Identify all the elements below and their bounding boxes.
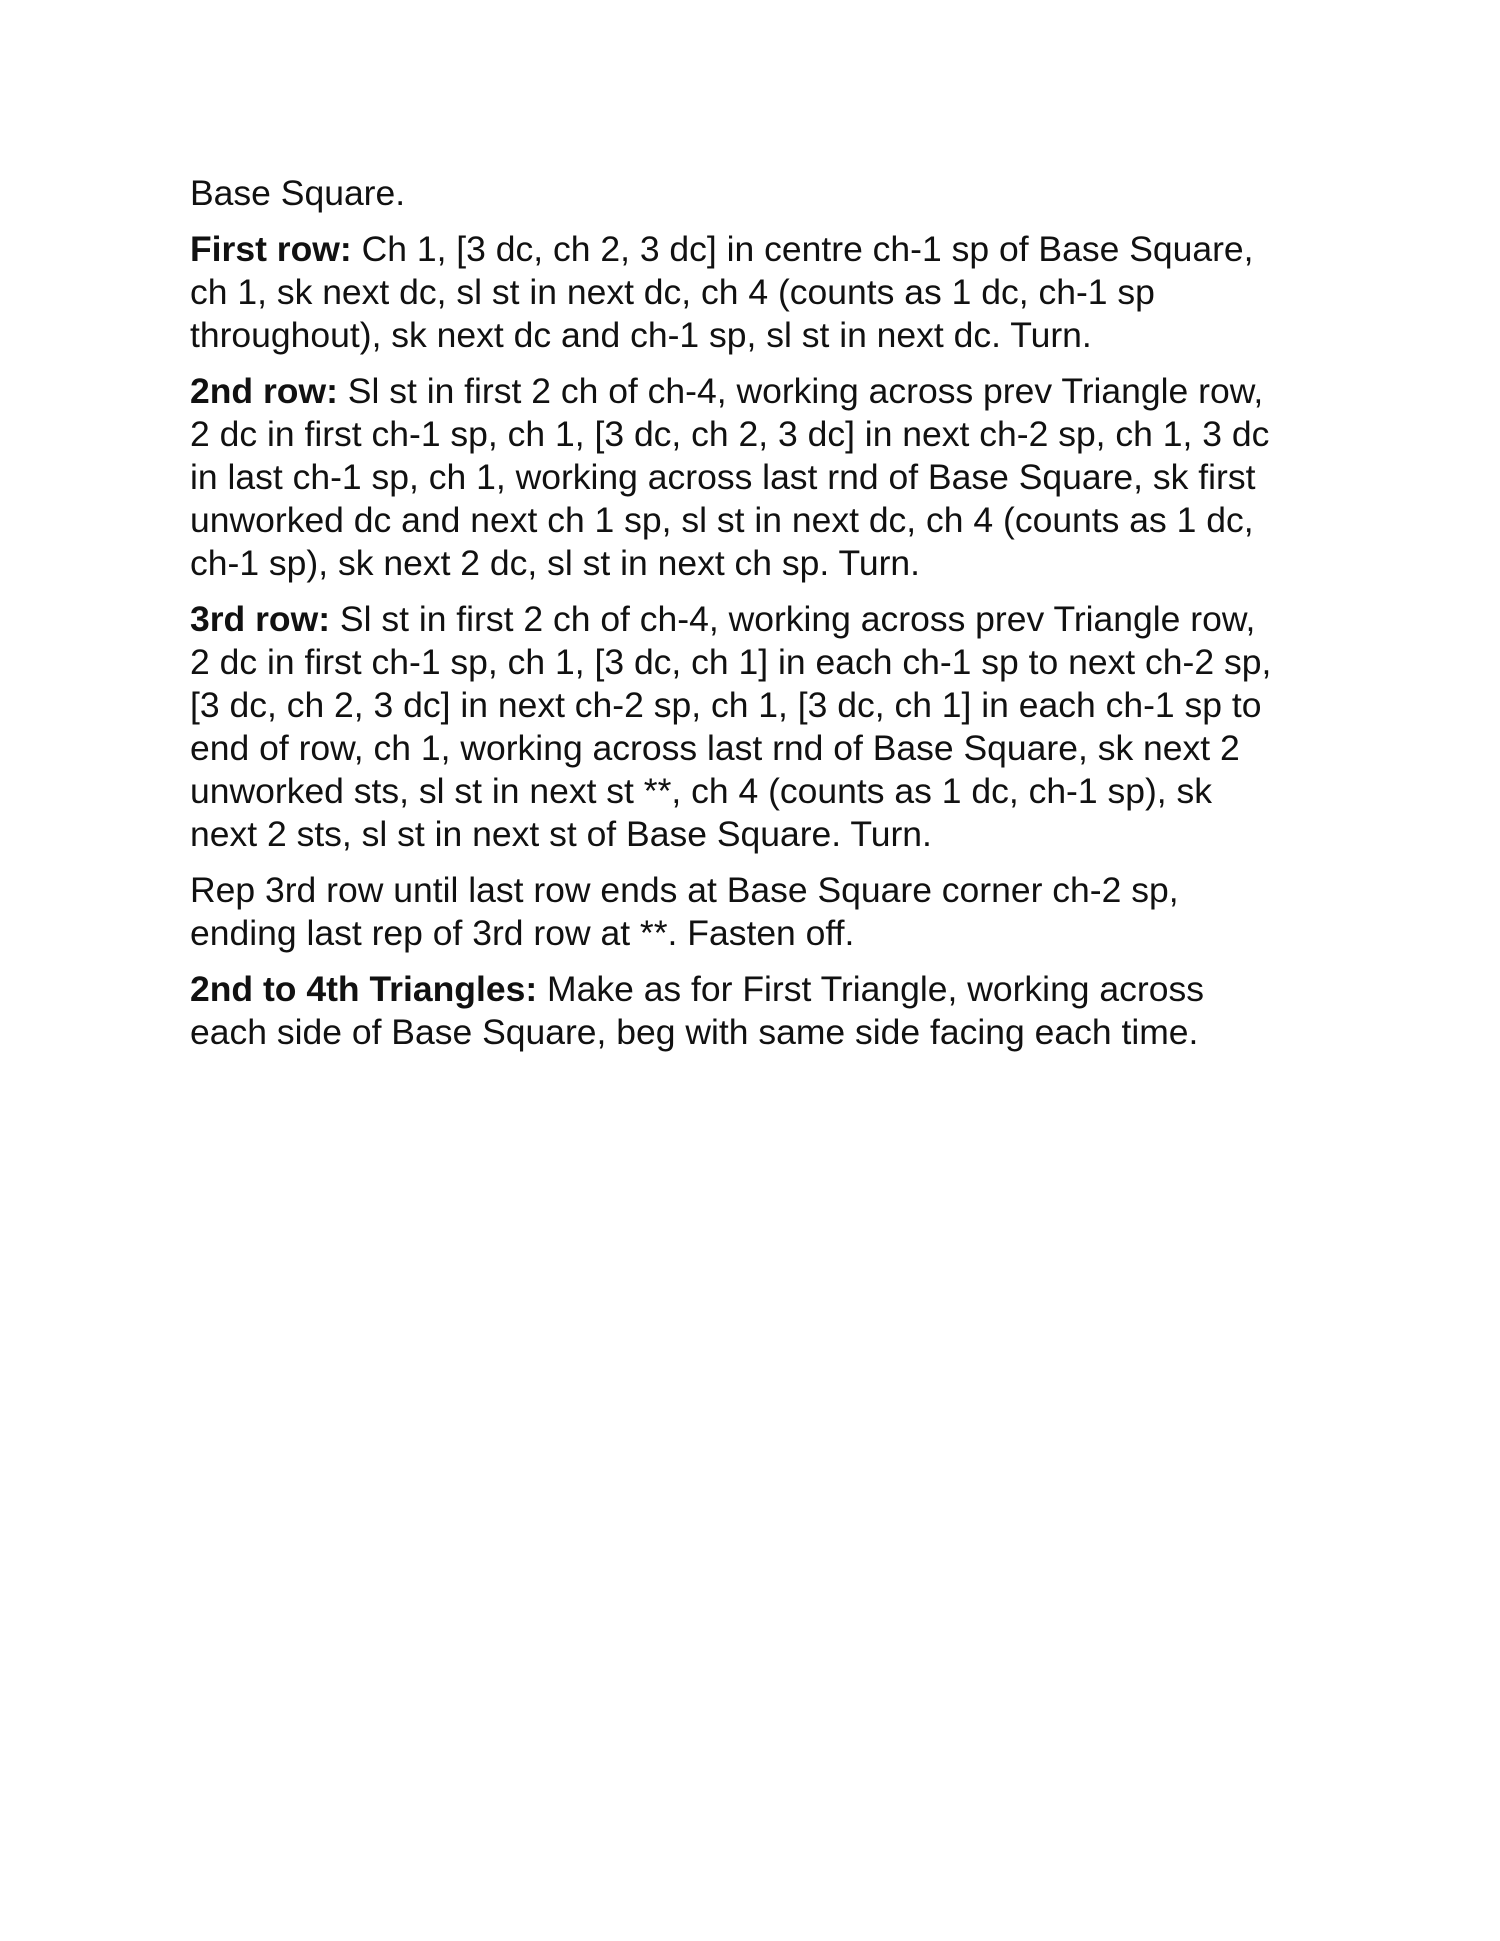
text-line: [190, 228, 1340, 271]
text-line: [3 dc, ch 2, 3 dc] in next ch-2 sp, ch 1, [3 dc, ch 1] in each ch-1 sp to: [190, 685, 1262, 725]
document-body: [190, 172, 1340, 1067]
text-line: each side of Base Square, beg with same side facing each time.: [190, 1012, 1199, 1052]
paragraph-label: First row:: [190, 229, 352, 269]
text-line: throughout), sk next dc and ch-1 sp, sl st in next dc. Turn.: [190, 315, 1092, 355]
text-line: [190, 370, 1340, 413]
paragraph-label: 3rd row:: [190, 599, 331, 639]
paragraph-label: 2nd row:: [190, 371, 338, 411]
text-segment: Ch 1, [3 dc, ch 2, 3 dc] in centre ch-1 sp of Base Square,: [351, 229, 1254, 269]
text-line: [190, 598, 1340, 641]
paragraph-first-row: [190, 228, 1340, 357]
text-line: Rep 3rd row until last row ends at Base Square corner ch-2 sp,: [190, 870, 1179, 910]
text-line: next 2 sts, sl st in next st of Base Square. Turn.: [190, 814, 932, 854]
text-line: [190, 968, 1340, 1011]
text-line: end of row, ch 1, working across last rnd of Base Square, sk next 2: [190, 728, 1240, 768]
text-line: unworked dc and next ch 1 sp, sl st in next dc, ch 4 (counts as 1 dc,: [190, 500, 1254, 540]
paragraph-second-row: [190, 370, 1340, 585]
text-line: Base Square.: [190, 173, 406, 213]
text-line: unworked sts, sl st in next st **, ch 4 (counts as 1 dc, ch-1 sp), sk: [190, 771, 1213, 811]
text-line: in last ch-1 sp, ch 1, working across last rnd of Base Square, sk first: [190, 457, 1256, 497]
paragraph-label: 2nd to 4th Triangles:: [190, 969, 538, 1009]
text-line: ch 1, sk next dc, sl st in next dc, ch 4 (counts as 1 dc, ch-1 sp: [190, 272, 1155, 312]
text-segment: Sl st in first 2 ch of ch-4, working across prev Triangle row,: [330, 599, 1256, 639]
text-line: 2 dc in first ch-1 sp, ch 1, [3 dc, ch 2, 3 dc] in next ch-2 sp, ch 1, 3 dc: [190, 414, 1270, 454]
text-line: ending last rep of 3rd row at **. Fasten off.: [190, 913, 855, 953]
text-line: ch-1 sp), sk next 2 dc, sl st in next ch sp. Turn.: [190, 543, 921, 583]
text-segment: Sl st in first 2 ch of ch-4, working across prev Triangle row,: [337, 371, 1264, 411]
paragraph-repeat: [190, 869, 1340, 955]
paragraph-third-row: [190, 598, 1340, 856]
paragraph-triangles: [190, 968, 1340, 1054]
text-line: 2 dc in first ch-1 sp, ch 1, [3 dc, ch 1] in each ch-1 sp to next ch-2 sp,: [190, 642, 1272, 682]
text-segment: Make as for First Triangle, working across: [537, 969, 1204, 1009]
paragraph-base-square: [190, 172, 1340, 215]
